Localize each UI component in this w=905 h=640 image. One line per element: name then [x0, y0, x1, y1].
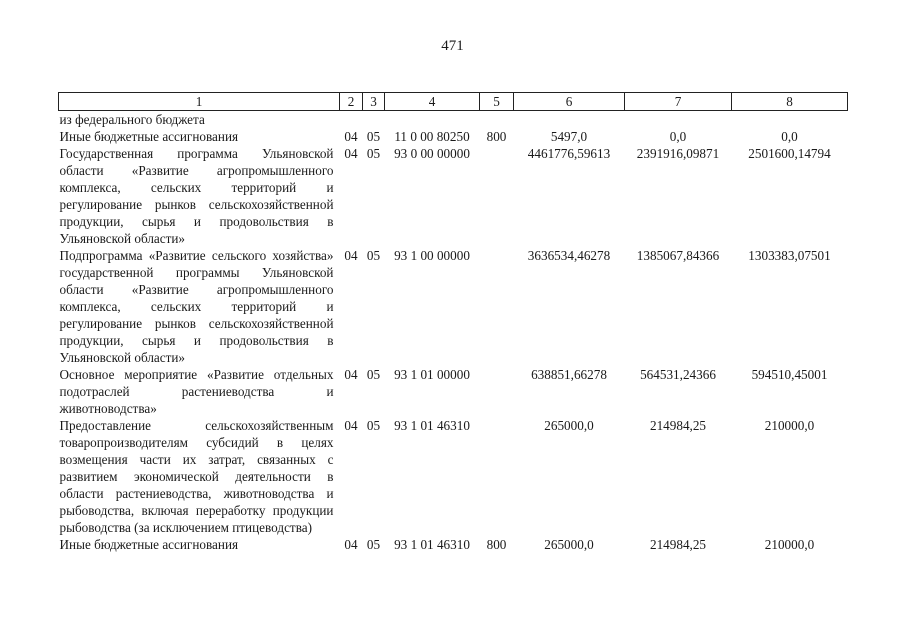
- row-name: Иные бюджетные ассигнования: [59, 537, 239, 552]
- row-expense-type-code: [480, 145, 514, 247]
- row-section-code: 04: [344, 537, 358, 552]
- row-expense-type-code: [480, 366, 514, 417]
- column-header: 8: [732, 93, 848, 111]
- row-subsection-code: 05: [366, 129, 381, 144]
- row-subsection-code: 05: [366, 248, 381, 263]
- row-amount-col7: 214984,25: [649, 418, 707, 433]
- row-section-code: 04: [344, 129, 358, 144]
- row-target-article-code: 93 1 00 00000: [394, 248, 470, 263]
- row-name: Иные бюджетные ассигнования: [59, 129, 239, 144]
- column-header: 2: [340, 93, 363, 111]
- column-header: 4: [385, 93, 480, 111]
- row-name: Государственная программа Ульяновской области «Развитие агропромышленного комплекса, сельских территорий и регулирование рынков сельскохозяйственной продукции, сырья и продовольствия в Ульяновской области»: [59, 146, 334, 246]
- table-row: [59, 145, 848, 247]
- row-expense-type-code: [480, 247, 514, 366]
- row-amount-col6: [514, 111, 625, 129]
- table-row: [59, 111, 848, 129]
- row-amount-col7: 564531,24366: [640, 367, 716, 382]
- row-subsection-code: 05: [366, 418, 381, 433]
- row-expense-type-code: 800: [486, 537, 507, 552]
- table-row: [59, 247, 848, 366]
- column-header: 1: [59, 93, 340, 111]
- row-amount-col8: 1303383,07501: [748, 248, 831, 263]
- row-section-code: 04: [344, 248, 358, 263]
- row-target-article-code: 93 1 01 00000: [394, 367, 470, 382]
- row-amount-col8: 2501600,14794: [748, 146, 831, 161]
- row-amount-col8: 210000,0: [764, 537, 815, 552]
- row-name: Предоставление сельскохозяйственным товаропроизводителям субсидий в целях возмещения части их затрат, связанных с развитием экономической деятельности в области растениеводства, животноводства и рыбоводства, включая переработку продукции рыбоводства (за исключением птицеводства): [59, 418, 334, 535]
- row-subsection-code: 05: [366, 146, 381, 161]
- row-name: из федерального бюджета: [59, 112, 205, 127]
- row-expense-type-code: [480, 417, 514, 536]
- row-section-code: [340, 111, 363, 129]
- row-subsection-code: 05: [366, 367, 381, 382]
- table-row: [59, 536, 848, 553]
- row-amount-col7: 0,0: [669, 129, 687, 144]
- column-header: 3: [363, 93, 385, 111]
- row-expense-type-code: [480, 111, 514, 129]
- row-amount-col6: 4461776,59613: [527, 146, 611, 161]
- row-target-article-code: 93 1 01 46310: [394, 537, 470, 552]
- row-amount-col7: 1385067,84366: [636, 248, 720, 263]
- column-header: 6: [514, 93, 625, 111]
- row-subsection-code: 05: [366, 537, 381, 552]
- table-row: [59, 128, 848, 145]
- row-target-article-code: 93 1 01 46310: [394, 418, 470, 433]
- row-section-code: 04: [344, 146, 358, 161]
- page-number: 471: [441, 38, 464, 54]
- row-subsection-code: [363, 111, 385, 129]
- row-name: Подпрограмма «Развитие сельского хозяйства» государственной программы Ульяновской области «Развитие агропромышленного комплекса, сельских территорий и регулирование рынков сельскохозяйственной продукции, сырья и продовольствия в Ульяновской области»: [59, 248, 334, 365]
- row-amount-col8: [732, 111, 848, 129]
- table-header-row: [59, 93, 848, 111]
- row-amount-col6: 5497,0: [550, 129, 588, 144]
- row-amount-col8: 0,0: [781, 129, 798, 144]
- row-target-article-code: 93 0 00 00000: [394, 146, 470, 161]
- row-amount-col7: 214984,25: [649, 537, 707, 552]
- row-amount-col6: 265000,0: [544, 537, 594, 552]
- row-amount-col7: 2391916,09871: [636, 146, 720, 161]
- row-name: Основное мероприятие «Развитие отдельных подотраслей растениеводства и животноводства»: [59, 367, 334, 416]
- table-row: [59, 366, 848, 417]
- row-amount-col6: 638851,66278: [531, 367, 607, 382]
- row-amount-col6: 3636534,46278: [527, 248, 611, 263]
- row-amount-col6: 265000,0: [544, 418, 594, 433]
- row-amount-col7: [625, 111, 732, 129]
- column-header: 7: [625, 93, 732, 111]
- row-expense-type-code: 800: [486, 129, 507, 144]
- row-section-code: 04: [344, 418, 358, 433]
- budget-table: [58, 92, 848, 553]
- column-header: 5: [480, 93, 514, 111]
- table-row: [59, 417, 848, 536]
- row-amount-col8: 594510,45001: [751, 367, 828, 382]
- row-section-code: 04: [344, 367, 358, 382]
- row-target-article-code: 11 0 00 80250: [394, 129, 470, 144]
- row-target-article-code: [385, 111, 480, 129]
- row-amount-col8: 210000,0: [764, 418, 815, 433]
